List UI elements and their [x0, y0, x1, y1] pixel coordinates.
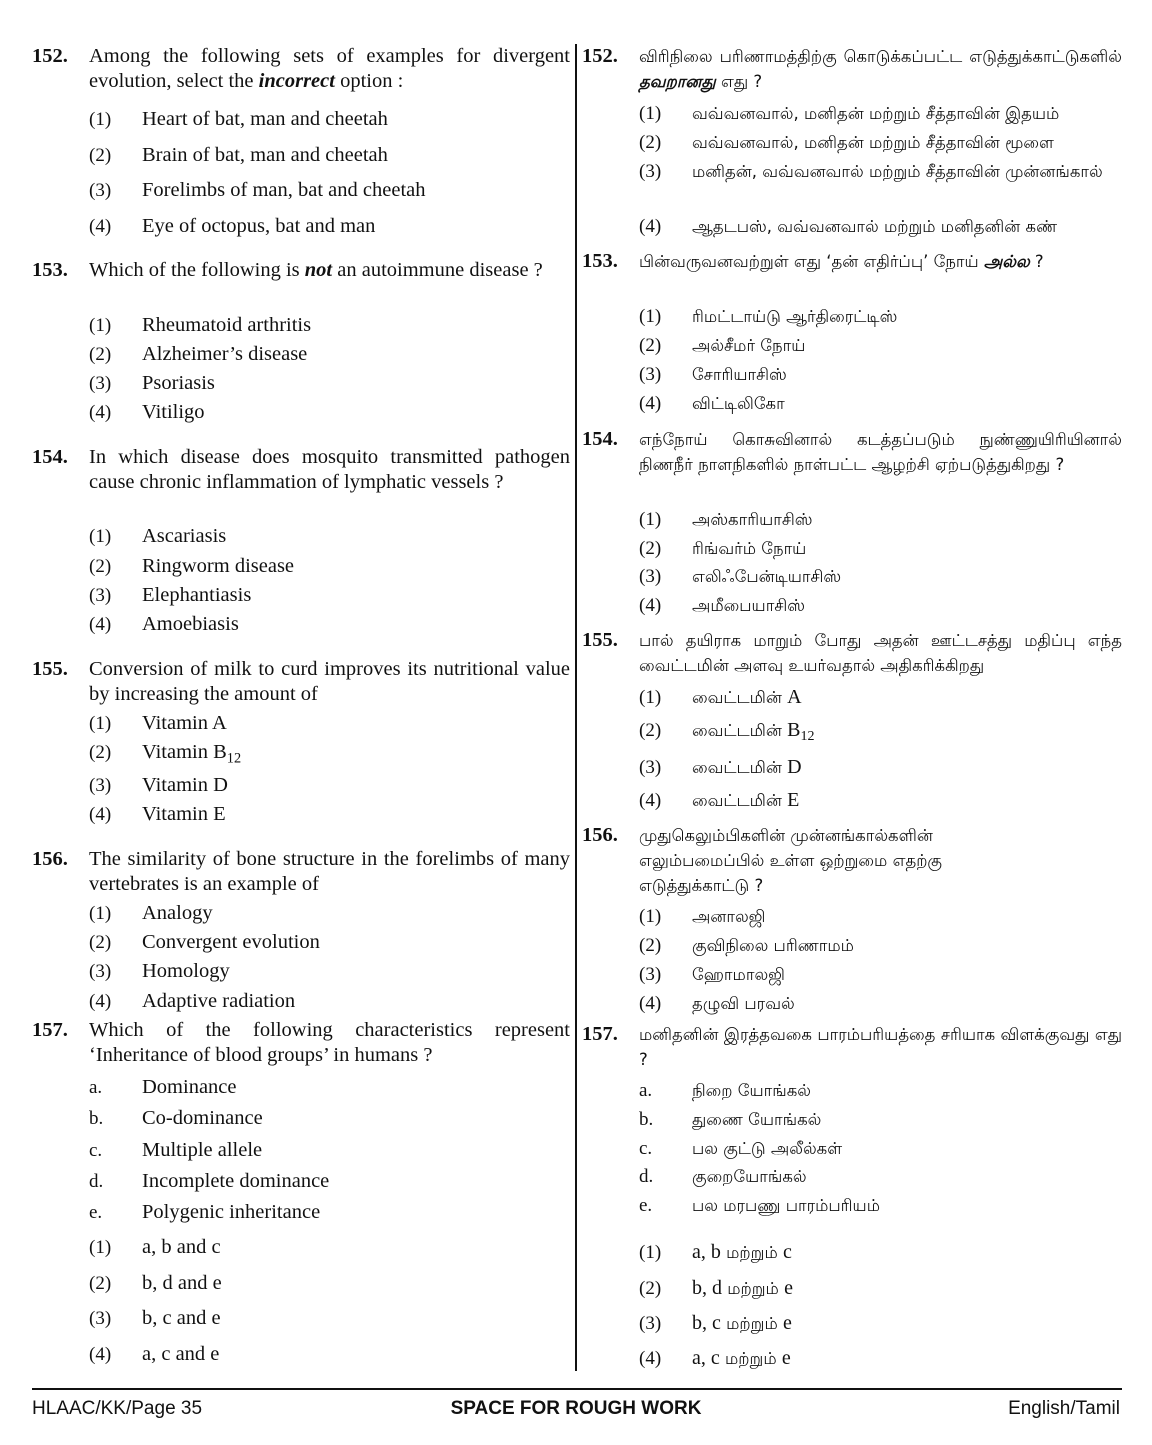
- statement-c: c. Multiple allele: [89, 1139, 263, 1161]
- question-155-en: [32, 657, 570, 707]
- question-number: 155.: [32, 658, 68, 680]
- question-text: In which disease does mosquito transmitted pathogen cause chronic inflammation of lymphatic vessels ?: [89, 446, 570, 493]
- question-text: The similarity of bone structure in the forelimbs of many vertebrates is an example of: [89, 848, 570, 895]
- statement-b: b. Co-dominance: [89, 1107, 263, 1129]
- question-152-ta: [582, 44, 1122, 94]
- question-number: 155.: [582, 629, 618, 651]
- question-number: 153.: [582, 250, 618, 272]
- rough-work-label: SPACE FOR ROUGH WORK: [450, 1398, 702, 1419]
- question-number: 156.: [582, 824, 618, 846]
- option-1[interactable]: (1) ரிமட்டாய்டு ஆர்திரைட்டிஸ்: [639, 306, 898, 327]
- option-1[interactable]: (1) a, b and c: [89, 1236, 221, 1258]
- statement-a: a. Dominance: [89, 1076, 237, 1098]
- statement-d: d. குறையோங்கல்: [639, 1166, 807, 1187]
- footer-rule: [32, 1388, 1122, 1390]
- option-2[interactable]: (2) Alzheimer’s disease: [89, 343, 308, 365]
- question-text: முதுகெலும்பிகளின் முன்னங்கால்களின் எலும்பமைப்பில் உள்ள ஒற்றுமை எதற்கு எடுத்துக்காட்டு ?: [639, 826, 942, 895]
- statement-e: e. பல மரபணு பாரம்பரியம்: [639, 1195, 880, 1216]
- question-number: 152.: [32, 45, 68, 67]
- option-2[interactable]: (2) b, d and e: [89, 1272, 222, 1294]
- option-4[interactable]: (4) அமீபையாசிஸ்: [639, 595, 805, 616]
- question-156-ta: [582, 823, 1122, 898]
- option-2[interactable]: (2) குவிநிலை பரிணாமம்: [639, 935, 854, 956]
- option-1[interactable]: (1) Heart of bat, man and cheetah: [89, 108, 388, 130]
- statement-a: a. நிறை யோங்கல்: [639, 1080, 811, 1101]
- option-4[interactable]: (4) தழுவி பரவல்: [639, 993, 795, 1014]
- option-2[interactable]: (2) ரிங்வர்ம் நோய்: [639, 538, 807, 559]
- question-155-ta: [582, 628, 1122, 678]
- column-divider: [575, 44, 577, 1371]
- question-154-en: [32, 445, 570, 495]
- question-number: 157.: [32, 1019, 68, 1041]
- option-2[interactable]: (2) வவ்வனவால், மனிதன் மற்றும் சீத்தாவின் மூளை: [639, 132, 1054, 153]
- option-1[interactable]: (1) அனாலஜி: [639, 906, 766, 927]
- question-number: 153.: [32, 259, 68, 281]
- page-code: HLAAC/KK/Page 35: [32, 1398, 203, 1419]
- option-4[interactable]: (4) விட்டிலிகோ: [639, 393, 785, 414]
- option-2[interactable]: (2) b, d மற்றும் e: [639, 1277, 793, 1299]
- option-4[interactable]: (4) a, c மற்றும் e: [639, 1347, 791, 1369]
- question-text: பால் தயிராக மாறும் போது அதன் ஊட்டசத்து மதிப்பு எந்த வைட்டமின் அளவு உயர்வதால் அதிகரிக்கிறது: [639, 631, 1122, 675]
- option-4[interactable]: (4) a, c and e: [89, 1343, 220, 1365]
- option-4[interactable]: (4) வைட்டமின் E: [639, 789, 800, 811]
- question-text: Conversion of milk to curd improves its nutritional value by increasing the amount of: [89, 658, 570, 705]
- question-text: எந்நோய் கொசுவினால் கடத்தப்படும் நுண்ணுயிரியினால் நிணநீர் நாளநிகளில் நாள்பட்ட ஆழற்சி ஏற்படுத்துகிறது ?: [639, 430, 1122, 474]
- option-2[interactable]: (2) Vitamin $B_{12}$: [89, 741, 242, 767]
- question-number: 157.: [582, 1023, 618, 1045]
- question-text: Among the following sets of examples for divergent evolution, select the incorrect option :: [89, 45, 570, 92]
- statement-c: c. பல குட்டு அலீல்கள்: [639, 1138, 843, 1159]
- option-1[interactable]: (1) a, b மற்றும் c: [639, 1241, 792, 1263]
- option-4[interactable]: (4) Eye of octopus, bat and man: [89, 215, 376, 237]
- question-152-en: [32, 44, 570, 94]
- question-number: 154.: [32, 446, 68, 468]
- option-2[interactable]: (2) Ringworm disease: [89, 555, 295, 577]
- option-1[interactable]: (1) Ascariasis: [89, 525, 227, 547]
- option-3[interactable]: (3) ஹோமாலஜி: [639, 964, 785, 985]
- language-label: English/Tamil: [1008, 1398, 1120, 1419]
- question-number: 152.: [582, 45, 618, 67]
- question-text: விரிநிலை பரிணாமத்திற்கு கொடுக்கப்பட்ட எடுத்துக்காட்டுகளில் தவறானது எது ?: [639, 47, 1122, 91]
- question-number: 154.: [582, 428, 618, 450]
- option-1[interactable]: (1) Vitamin A: [89, 712, 227, 734]
- option-2[interactable]: (2) அல்சீமர் நோய்: [639, 335, 806, 356]
- option-1[interactable]: (1) Rheumatoid arthritis: [89, 314, 312, 336]
- option-3[interactable]: (3) Vitamin D: [89, 774, 228, 796]
- option-3[interactable]: (3) Homology: [89, 960, 230, 982]
- option-3[interactable]: (3) b, c and e: [89, 1307, 221, 1329]
- question-154-ta: [582, 427, 1122, 477]
- option-2[interactable]: (2) வைட்டமின் $B_{12}$: [639, 719, 815, 745]
- option-3[interactable]: (3) Forelimbs of man, bat and cheetah: [89, 179, 426, 201]
- question-153-ta: [582, 249, 1122, 274]
- option-3[interactable]: (3) Elephantiasis: [89, 584, 252, 606]
- option-4[interactable]: (4) Vitamin E: [89, 803, 226, 825]
- option-2[interactable]: (2) Convergent evolution: [89, 931, 320, 953]
- option-4[interactable]: (4) Adaptive radiation: [89, 990, 296, 1012]
- statement-b: b. துணை யோங்கல்: [639, 1109, 822, 1130]
- option-3[interactable]: (3) எலிஃபேன்டியாசிஸ்: [639, 566, 842, 587]
- option-3[interactable]: (3) சோரியாசிஸ்: [639, 364, 787, 385]
- question-text: Which of the following characteristics represent ‘Inheritance of blood groups’ in humans ?: [89, 1019, 570, 1066]
- option-3[interactable]: (3) Psoriasis: [89, 372, 215, 394]
- question-153-en: [32, 258, 570, 283]
- question-number: 156.: [32, 848, 68, 870]
- statement-e: e. Polygenic inheritance: [89, 1201, 321, 1223]
- question-text: பின்வருவனவற்றுள் எது ‘தன் எதிர்ப்பு’ நோய் அல்ல ?: [639, 252, 1044, 271]
- question-text: மனிதனின் இரத்தவகை பாரம்பரியத்தை சரியாக விளக்குவது எது ?: [639, 1025, 1122, 1069]
- question-text: Which of the following is not an autoimmune disease ?: [89, 259, 543, 281]
- option-4[interactable]: (4) ஆதடபஸ், வவ்வனவால் மற்றும் மனிதனின் கண்: [639, 216, 1058, 237]
- option-4[interactable]: (4) Vitiligo: [89, 401, 205, 423]
- statement-d: d. Incomplete dominance: [89, 1170, 330, 1192]
- option-3[interactable]: (3) வைட்டமின் D: [639, 756, 802, 778]
- option-1[interactable]: (1) வவ்வனவால், மனிதன் மற்றும் சீத்தாவின் இதயம்: [639, 103, 1060, 124]
- option-3[interactable]: (3) b, c மற்றும் e: [639, 1312, 792, 1334]
- question-156-en: [32, 847, 570, 897]
- option-3[interactable]: (3) மனிதன், வவ்வனவால் மற்றும் சீத்தாவின் முன்னங்கால்: [639, 161, 1103, 182]
- option-2[interactable]: (2) Brain of bat, man and cheetah: [89, 144, 388, 166]
- option-1[interactable]: (1) Analogy: [89, 902, 213, 924]
- option-1[interactable]: (1) அஸ்காரியாசிஸ்: [639, 509, 813, 530]
- option-1[interactable]: (1) வைட்டமின் A: [639, 686, 802, 708]
- question-157-ta: [582, 1022, 1122, 1072]
- option-4[interactable]: (4) Amoebiasis: [89, 613, 239, 635]
- question-157-en: [32, 1018, 570, 1068]
